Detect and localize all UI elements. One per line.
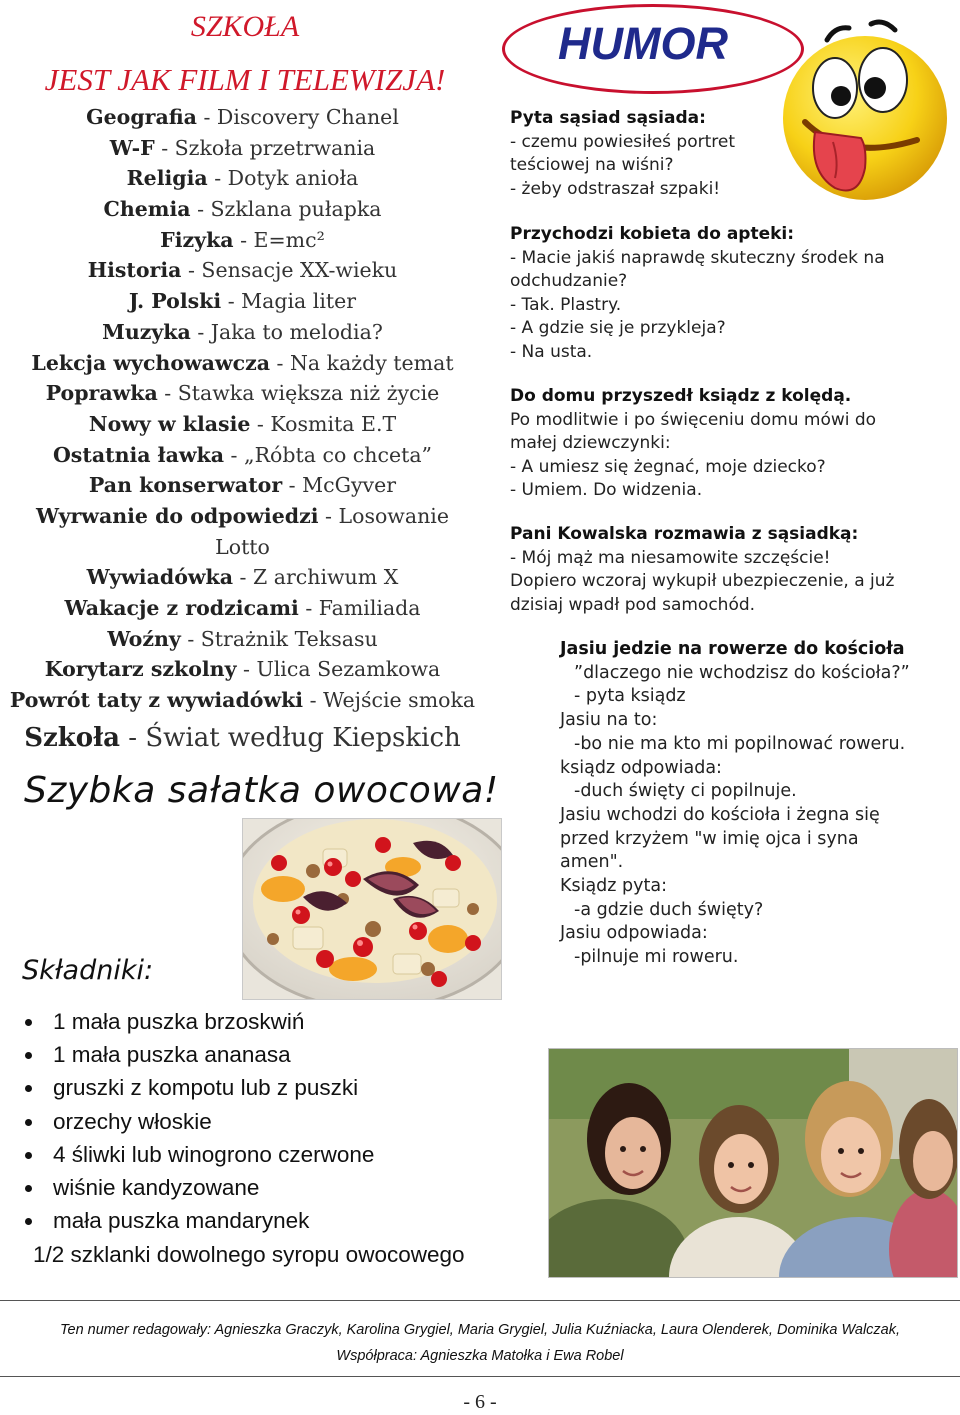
joke-line: -pilnuje mi roweru. xyxy=(574,947,739,968)
subject-row-final xyxy=(0,718,485,758)
joke-line: -duch święty ci popilnuje. xyxy=(574,781,797,802)
subject-row xyxy=(0,562,485,593)
page-number: - 6 - xyxy=(463,1391,497,1413)
joke-line: - Tak. Plastry. xyxy=(510,294,622,315)
subject-name: Fizyka xyxy=(160,227,234,252)
show-name: Jaka to melodia? xyxy=(210,319,383,344)
subject-row xyxy=(0,163,485,194)
subject-row xyxy=(0,102,485,133)
subject-row xyxy=(0,133,485,164)
separator: - xyxy=(233,565,253,590)
subject-name: Szkoła xyxy=(24,722,120,753)
separator: - xyxy=(181,258,202,283)
joke-line: - Umiem. Do widzenia. xyxy=(510,480,703,501)
subject-row xyxy=(0,348,485,379)
show-name: McGyver xyxy=(302,473,397,498)
subject-name: Geografia xyxy=(86,105,197,129)
show-name: Ulica Sezamkowa xyxy=(256,657,441,682)
show-name: Na każdy temat xyxy=(289,350,454,375)
footer-divider-top xyxy=(0,1300,960,1301)
subject-name: Religia xyxy=(126,166,208,191)
separator: - xyxy=(282,473,303,498)
show-name: Świat według Kiepskich xyxy=(145,722,461,753)
subject-row xyxy=(0,470,485,501)
school-title: SZKOŁA xyxy=(190,10,300,43)
joke-line: Ksiądz pyta: xyxy=(560,876,667,897)
joke-line: - czemu powiesiłeś portret xyxy=(510,131,736,152)
subject-row xyxy=(0,532,485,563)
joke-line: odchudzanie? xyxy=(510,271,628,292)
subject-name: W-F xyxy=(109,135,155,160)
joke-line: Jasiu odpowiada: xyxy=(560,923,708,944)
separator: - xyxy=(270,350,290,375)
separator: - xyxy=(196,105,217,129)
show-name: Strażnik Teksasu xyxy=(200,626,378,651)
subject-name: Lekcja wychowawcza xyxy=(31,350,270,375)
separator: - xyxy=(298,596,319,620)
subject-name: Chemia xyxy=(103,197,191,222)
joke-line: Po modlitwie i po święceniu domu mówi do xyxy=(510,409,877,430)
show-name: Stawka większa niż życie xyxy=(177,381,440,406)
ingredient-item: 1 mała puszka ananasa xyxy=(20,1038,374,1071)
show-name: E=mc² xyxy=(253,227,325,252)
joke-heading: Jasiu jedzie na rowerze do kościoła xyxy=(560,639,905,659)
joke-4 xyxy=(510,523,960,617)
ingredient-item: gruszki z kompotu lub z puszki xyxy=(20,1071,374,1104)
credits-cooperation: Współpraca: Agnieszka Matołka i Ewa Robel xyxy=(336,1348,624,1364)
show-name: „Róbta co chceta” xyxy=(243,442,433,467)
joke-2 xyxy=(510,223,960,365)
joke-line: -bo nie ma kto mi popilnować roweru. xyxy=(574,733,906,754)
show-name: Dotyk anioła xyxy=(227,166,359,191)
footer-divider-bottom xyxy=(0,1376,960,1377)
show-name: Wejście smoka xyxy=(323,688,476,713)
fruit-salad-photo xyxy=(242,818,502,1000)
joke-heading: Do domu przyszedł ksiądz z kolędą. xyxy=(510,386,852,406)
joke-line: - Macie jakiś naprawdę skuteczny środek na xyxy=(510,247,885,268)
separator: - xyxy=(154,135,175,160)
ingredient-item: 4 śliwki lub winogrono czerwone xyxy=(20,1138,374,1171)
separator: - xyxy=(236,657,257,682)
separator: - xyxy=(303,688,324,713)
joke-line: teściowej na wiśni? xyxy=(510,155,674,176)
joke-heading: Pani Kowalska rozmawia z sąsiadką: xyxy=(510,524,859,544)
joke-line: - Na usta. xyxy=(510,341,593,362)
ingredient-item: mała puszka mandarynek xyxy=(20,1204,374,1237)
subject-name: Poprawka xyxy=(45,381,158,406)
subject-row xyxy=(0,593,485,624)
girls-group-photo xyxy=(548,1048,958,1278)
joke-line: -a gdzie duch święty? xyxy=(574,899,764,920)
subject-row xyxy=(0,654,485,685)
separator: - xyxy=(221,289,242,314)
subject-name: Ostatnia ławka xyxy=(52,442,224,467)
subject-name: Historia xyxy=(87,258,182,283)
joke-line: Jasiu wchodzi do kościoła i żegna się xyxy=(560,804,880,825)
separator: - xyxy=(233,227,254,252)
joke-line: - żeby odstraszał szpaki! xyxy=(510,178,721,199)
separator: - xyxy=(180,626,201,651)
joke-heading: Pyta sąsiad sąsiada: xyxy=(510,108,706,128)
subject-name: Woźny xyxy=(107,626,181,651)
subject-row xyxy=(0,440,485,471)
subject-name: Muzyka xyxy=(102,319,191,344)
ingredient-item: wiśnie kandyzowane xyxy=(20,1171,374,1204)
subject-row xyxy=(0,624,485,655)
subject-row xyxy=(0,286,485,317)
subject-row xyxy=(0,317,485,348)
subject-name: Pan konserwator xyxy=(88,473,283,498)
subject-row xyxy=(0,378,485,409)
joke-line: przed krzyżem "w imię ojca i syna xyxy=(560,828,859,849)
separator: - xyxy=(190,319,211,344)
subject-row xyxy=(0,501,485,532)
joke-line: małej dziewczynki: xyxy=(510,433,671,454)
joke-line: - Mój mąż ma niesamowite szczęście! xyxy=(510,547,831,568)
syrup-line: 1/2 szklanki dowolnego syropu owocowego xyxy=(33,1242,465,1267)
salad-title: Szybka sałatka owocowa! xyxy=(24,770,499,811)
joke-line: - A gdzie się je przykleja? xyxy=(510,318,726,339)
separator: - xyxy=(119,722,146,753)
joke-heading: Przychodzi kobieta do apteki: xyxy=(510,224,795,244)
subject-row xyxy=(0,255,485,286)
joke-line: - pyta ksiądz xyxy=(574,686,686,707)
show-name: Sensacje XX-wieku xyxy=(201,258,398,283)
ingredient-item: orzechy włoskie xyxy=(20,1105,374,1138)
show-name: Discovery Chanel xyxy=(216,105,399,129)
separator: - xyxy=(250,411,271,436)
separator: - xyxy=(224,442,244,467)
separator: - xyxy=(157,381,178,406)
subject-name: Wywiadówka xyxy=(86,565,234,590)
subject-row xyxy=(0,409,485,440)
school-subtitle: JEST JAK FILM I TELEWIZJA! xyxy=(44,62,446,97)
show-name: Magia liter xyxy=(241,289,357,314)
show-name: Szklana pułapka xyxy=(210,197,382,222)
joke-line: dzisiaj wpadł pod samochód. xyxy=(510,594,756,615)
subject-name: J. Polski xyxy=(128,289,222,314)
credits-editors: Ten numer redagowały: Agnieszka Graczyk, Karolina Grygiel, Maria Grygiel, Julia Kuźniacka, Laura Olenderek, Dominika Walczak, xyxy=(59,1322,901,1338)
subject-row xyxy=(0,225,485,256)
joke-line: ”dlaczego nie wchodzisz do kościoła?” xyxy=(574,662,910,683)
joke-jasiu xyxy=(560,638,960,970)
show-name: Z archiwum X xyxy=(252,565,399,590)
ingredients-list xyxy=(20,1005,374,1237)
subject-name: Korytarz szkolny xyxy=(44,657,237,682)
show-name: Kosmita E.T xyxy=(270,411,397,436)
show-name: Lotto xyxy=(215,534,270,559)
joke-line: ksiądz odpowiada: xyxy=(560,757,722,778)
separator: - xyxy=(190,197,211,222)
subject-row xyxy=(0,194,485,225)
joke-1 xyxy=(510,107,960,201)
subject-name: Wyrwanie do odpowiedzi xyxy=(36,503,319,528)
humor-title: HUMOR xyxy=(558,18,728,69)
show-name: Losowanie xyxy=(338,503,449,528)
joke-line: Dopiero wczoraj wykupił ubezpieczenie, a już xyxy=(510,571,895,592)
show-name: Familiada xyxy=(318,596,421,620)
separator: - xyxy=(207,166,228,191)
subject-name: Powrót taty z wywiadówki xyxy=(9,688,304,713)
show-name: Szkoła przetrwania xyxy=(174,135,376,160)
separator: - xyxy=(318,503,339,528)
ingredient-item: 1 mała puszka brzoskwiń xyxy=(20,1005,374,1038)
ingredients-label: Składniki: xyxy=(22,955,154,986)
joke-3 xyxy=(510,385,960,503)
subject-name: Nowy w klasie xyxy=(88,411,251,436)
joke-line: amen". xyxy=(560,852,624,873)
subject-name: Wakacje z rodzicami xyxy=(64,596,299,620)
joke-line: Jasiu na to: xyxy=(560,710,658,731)
joke-line: - A umiesz się żegnać, moje dziecko? xyxy=(510,456,826,477)
subject-show-list xyxy=(0,102,485,758)
subject-row xyxy=(0,685,485,716)
